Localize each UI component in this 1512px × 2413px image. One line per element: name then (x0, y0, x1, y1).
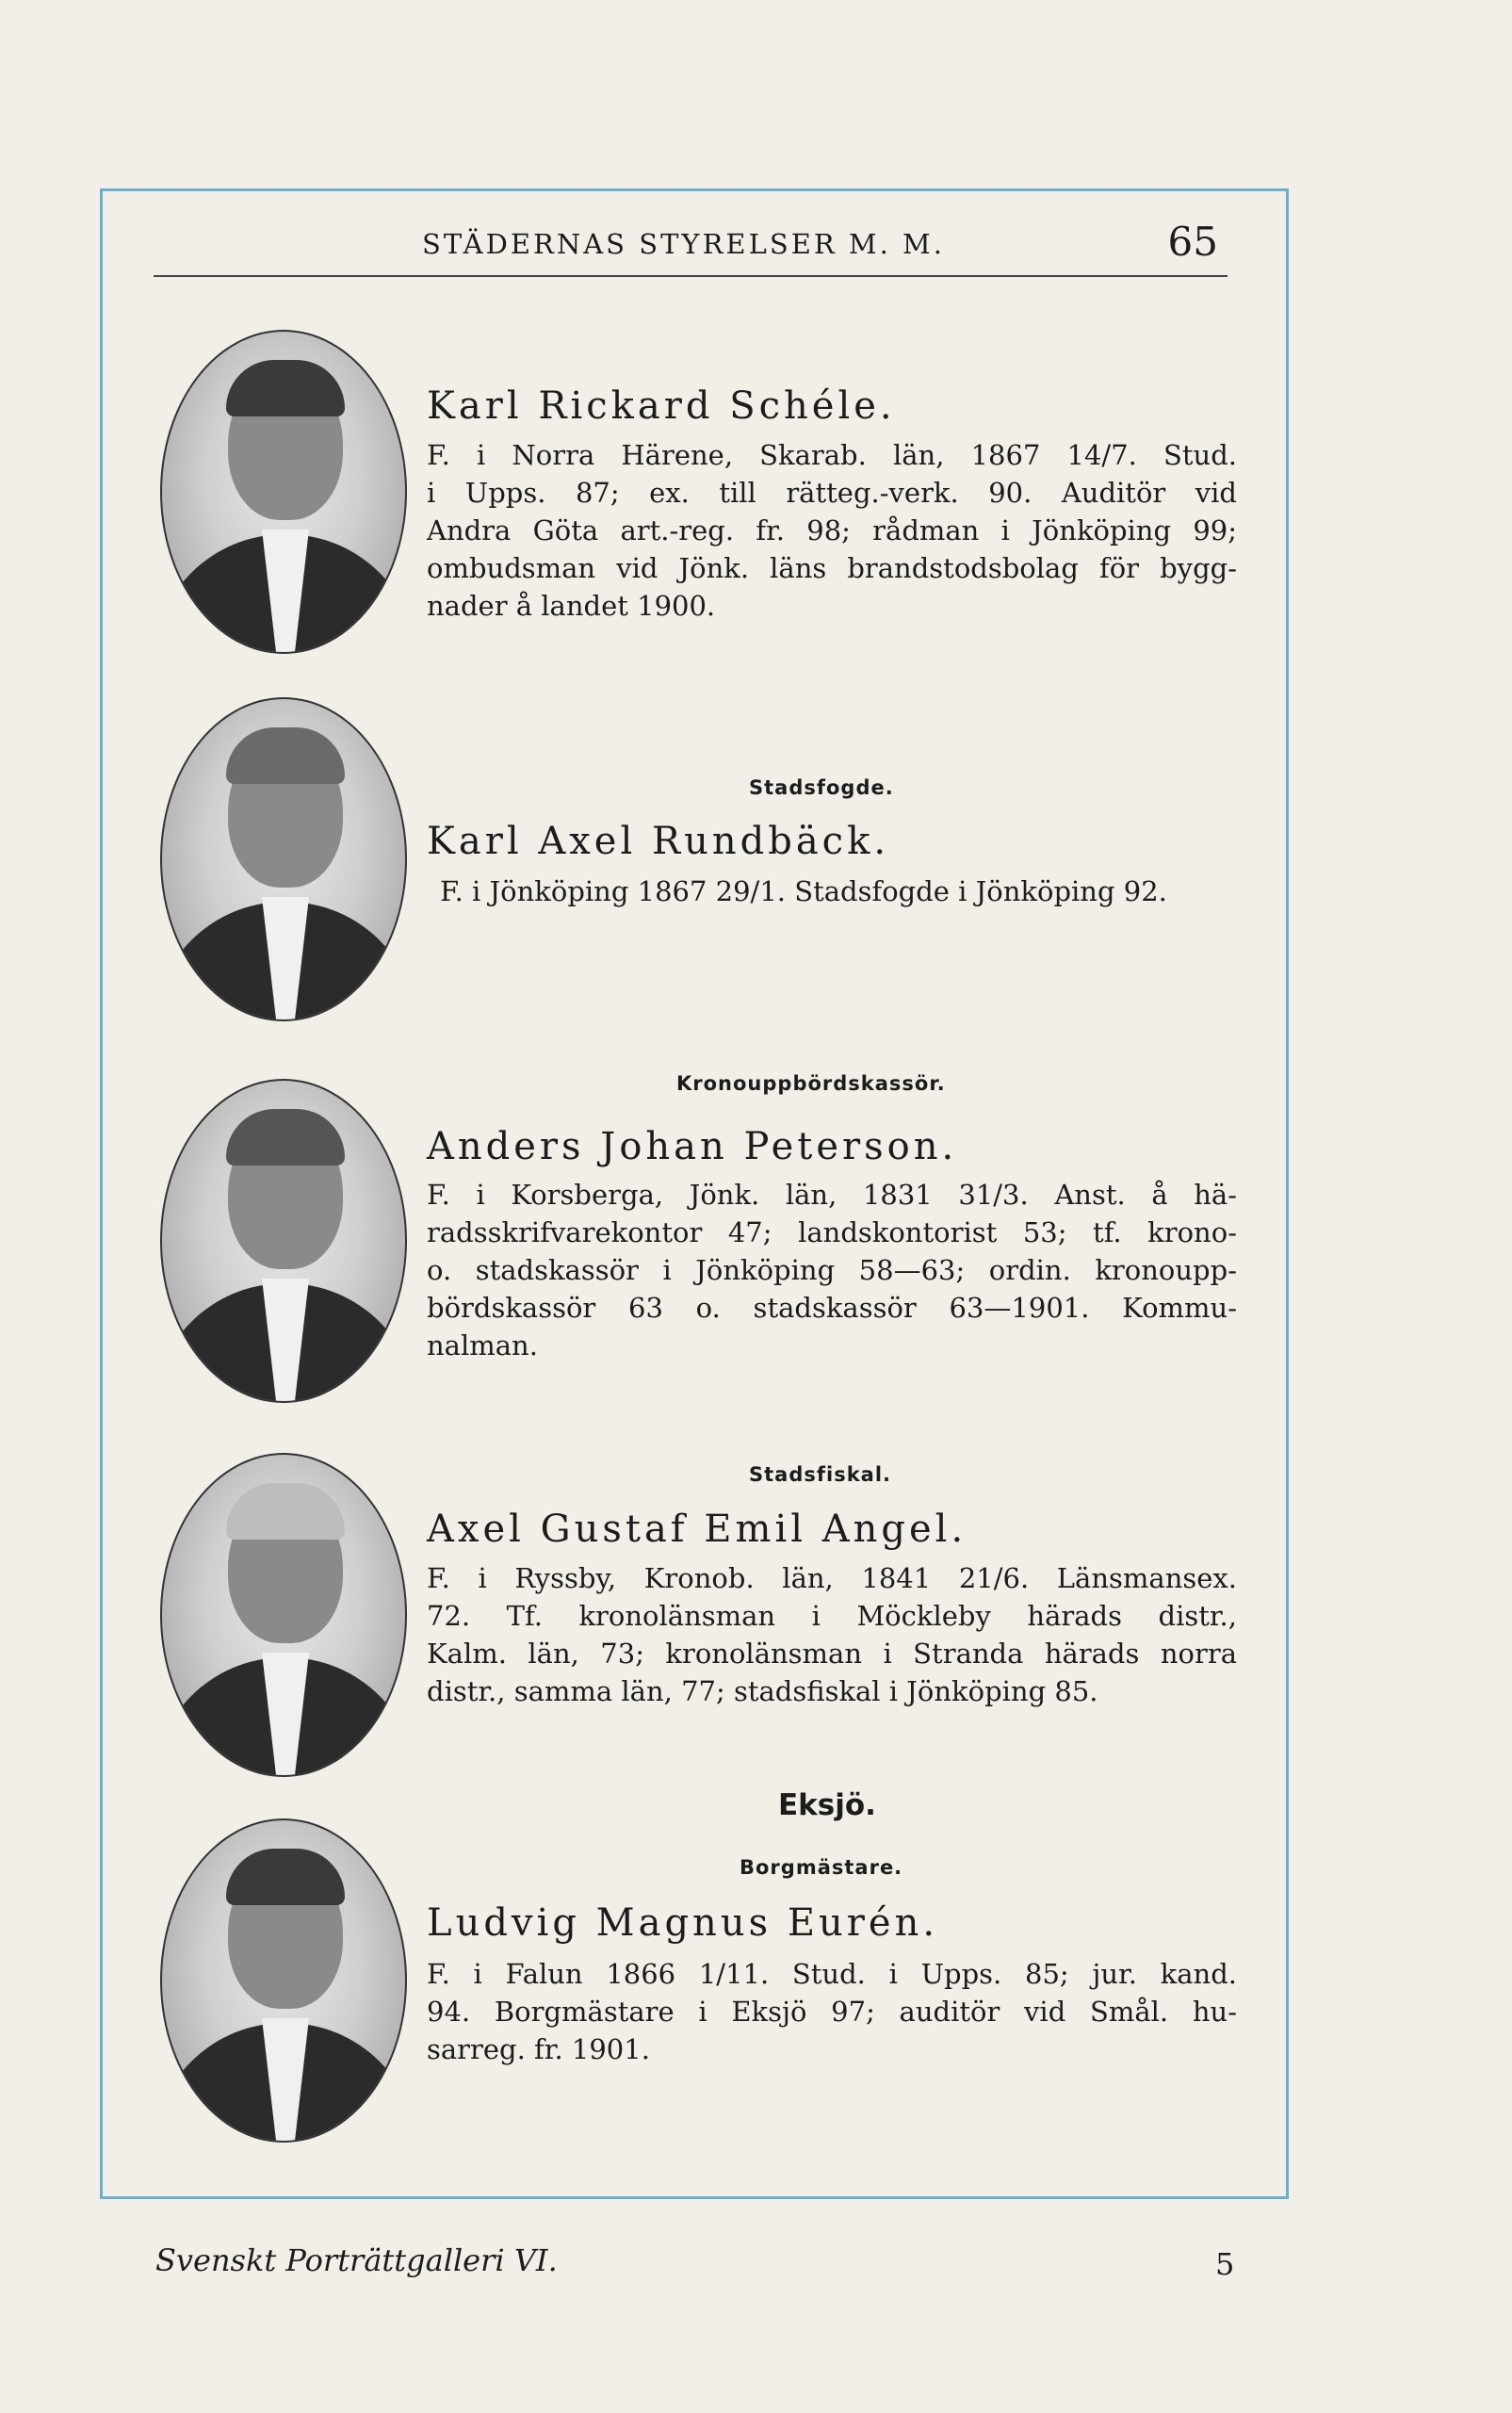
bio-line: Kalm. län, 73; kronolänsman i Stranda härads norra (427, 1638, 1237, 1670)
bio-line: F. i Falun 1866 1/11. Stud. i Upps. 85; jur. kand. (427, 1958, 1237, 1990)
person-name: Anders Johan Peterson. (427, 1125, 958, 1168)
signature-number: 5 (1215, 2246, 1235, 2282)
town-heading: Eksjö. (778, 1788, 876, 1822)
bio-line: ombudsman vid Jönk. läns brandstodsbolag för bygg- (427, 552, 1237, 584)
portrait-image (160, 1453, 407, 1777)
running-title: STÄDERNAS STYRELSER M. M. (422, 228, 945, 260)
portrait-image (160, 330, 407, 654)
book-title-footer: Svenskt Porträttgalleri VI. (155, 2242, 558, 2278)
portrait-image (160, 697, 407, 1021)
portrait-image (160, 1818, 407, 2143)
bio-line: 72. Tf. kronolänsman i Möckleby härads distr., (427, 1600, 1237, 1632)
bio-line: o. stadskassör i Jönköping 58—63; ordin. kronoupp- (427, 1254, 1237, 1286)
biography (427, 1955, 1237, 2068)
bio-line: F. i Norra Härene, Skarab. län, 1867 14/7. Stud. (427, 439, 1237, 471)
bio-line: i Upps. 87; ex. till rätteg.-verk. 90. Auditör vid (427, 477, 1237, 509)
role-heading: Kronouppbördskassör. (676, 1072, 946, 1095)
person-name: Karl Axel Rundbäck. (427, 820, 890, 863)
biography (427, 1176, 1237, 1364)
bio-line: distr., samma län, 77; stadsfiskal i Jönköping 85. (427, 1675, 1098, 1707)
biography (427, 436, 1237, 625)
person-name: Karl Rickard Schéle. (427, 384, 896, 428)
portrait-image (160, 1079, 407, 1403)
running-header (154, 219, 1227, 277)
page-number: 65 (1167, 219, 1218, 265)
role-heading: Stadsfogde. (749, 776, 894, 799)
bio-line: F. i Ryssby, Kronob. län, 1841 21/6. Länsmansex. (427, 1562, 1237, 1594)
person-name: Axel Gustaf Emil Angel. (427, 1508, 967, 1551)
bio-line: Andra Göta art.-reg. fr. 98; rådman i Jönköping 99; (427, 514, 1237, 546)
bio-line: F. i Korsberga, Jönk. län, 1831 31/3. Anst. å hä- (427, 1179, 1237, 1211)
bio-line: radsskrifvarekontor 47; landskontorist 53; tf. krono- (427, 1216, 1237, 1248)
bio-line: bördskassör 63 o. stadskassör 63—1901. Kommu- (427, 1292, 1237, 1324)
role-heading: Stadsfiskal. (749, 1463, 892, 1486)
bio-line: nalman. (427, 1329, 538, 1361)
bio-line: sarreg. fr. 1901. (427, 2033, 650, 2065)
biography (440, 872, 1237, 910)
bio-line: 94. Borgmästare i Eksjö 97; auditör vid Smål. hu- (427, 1996, 1237, 2028)
bio-line: F. i Jönköping 1867 29/1. Stadsfogde i Jönköping 92. (440, 875, 1167, 907)
biography (427, 1559, 1237, 1710)
person-name: Ludvig Magnus Eurén. (427, 1901, 939, 1945)
role-heading: Borgmästare. (740, 1856, 903, 1879)
bio-line: nader å landet 1900. (427, 590, 716, 622)
